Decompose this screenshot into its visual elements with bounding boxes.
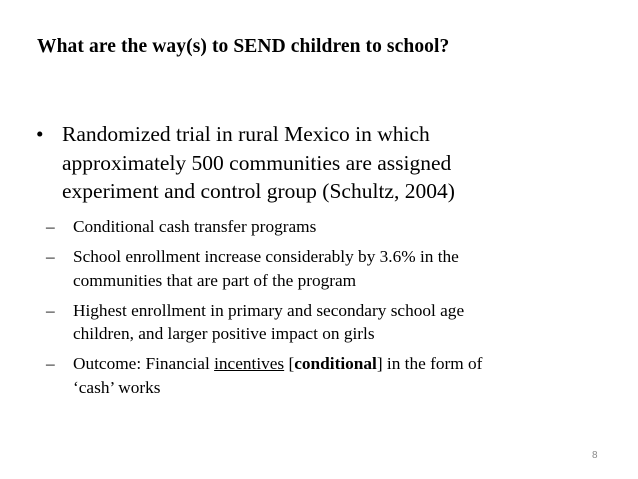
main-bullet [36,120,596,206]
dash-marker: – [46,300,55,320]
sub-bullet-line: ‘cash’ works [73,377,161,397]
sub-bullet-line: School enrollment increase considerably by 3.6% in the [73,247,459,266]
sub-bullet-item [46,245,596,292]
conditional-bold: conditional [294,354,377,373]
dash-marker: – [46,217,55,236]
incentives-underlined: incentives [214,354,285,373]
bullet-text [62,120,596,206]
sub-bullet-list [46,215,596,406]
sub-bullet-line: Highest enrollment in primary and secondary school age [73,300,465,320]
bullet-marker: • [36,122,44,146]
dash-marker: – [46,354,55,373]
bracket-open: [ [284,354,295,373]
bullet-line: Randomized trial in rural Mexico in which [62,122,430,146]
sub-bullet-item [46,215,596,239]
sub-bullet-line: children, and larger positive impact on girls [73,324,375,343]
bullet-line: approximately 500 communities are assigned [62,150,452,175]
bullet-item [36,120,596,206]
outcome-suffix: ] in the form of [376,354,483,373]
sub-bullet-line: Conditional cash transfer programs [73,217,317,236]
slide-title: What are the way(s) to SEND children to school? [37,36,450,57]
page-number: 8 [592,450,598,461]
dash-marker: – [46,247,55,266]
sub-bullet-line: communities that are part of the program [73,270,357,290]
sub-bullet-item [46,352,596,399]
sub-bullet-line [73,352,596,376]
sub-bullet-item [46,299,596,346]
outcome-prefix: Outcome: Financial [73,354,215,373]
bullet-line: experiment and control group (Schultz, 2004) [62,179,455,203]
